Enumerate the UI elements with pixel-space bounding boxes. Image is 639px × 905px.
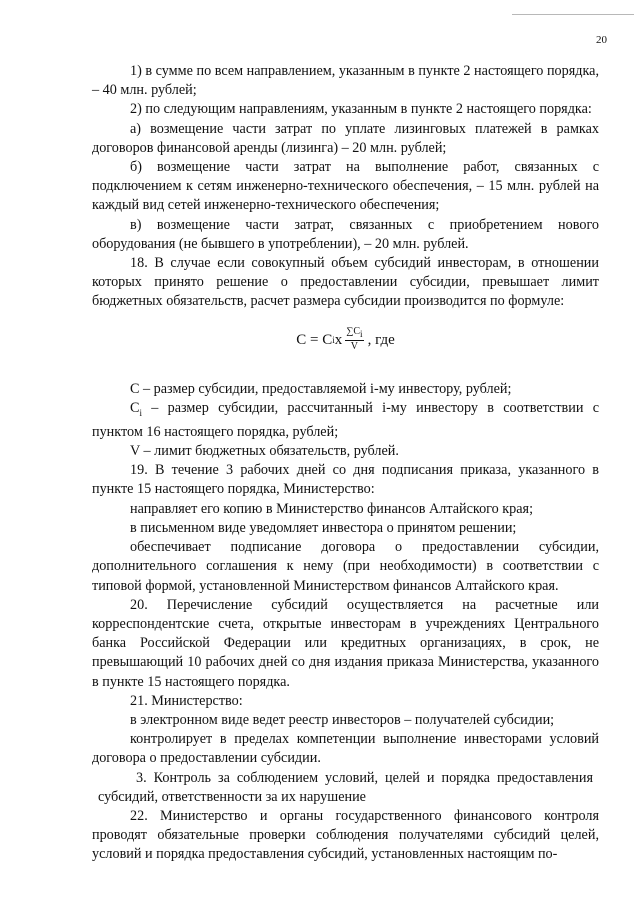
paragraph: в письменном виде уведомляет инвестора о принятом решении; bbox=[130, 519, 517, 536]
paragraph: контролирует в пределах компетенции выполнение инвесторами условий договора о предоставлении субсидии. bbox=[92, 731, 599, 767]
paragraph: в) возмещение части затрат, связанных с приобретением нового оборудования (не бывшего в употреблении), – 20 млн. рублей. bbox=[92, 216, 599, 252]
formula-times: x bbox=[334, 332, 343, 349]
formula-denominator: V bbox=[350, 341, 359, 353]
paragraph: 22. Министерство и органы государственного финансового контроля проводят обязательные проверки соблюдения получателями субсидий целей, условий и порядка предоставления субсидий, установленных настоящим по- bbox=[92, 807, 599, 863]
paragraph: б) возмещение части затрат на выполнение работ, связанных с подключением к сетям инженерно-технического обеспечения, – 15 млн. рублей на каждый вид сетей инженерно-технического обеспечения; bbox=[92, 159, 599, 214]
paragraph: а) возмещение части затрат по уплате лизинговых платежей в рамках договоров финансовой аренды (лизинга) – 20 млн. рублей; bbox=[92, 120, 599, 156]
formula-sum-c: ∑C bbox=[346, 326, 361, 338]
formula-sub-i: i bbox=[332, 335, 335, 346]
formula-lhs: C = C bbox=[296, 332, 333, 349]
formula-tail: , где bbox=[367, 332, 395, 349]
paragraph: 20. Перечисление субсидий осуществляется на расчетные или корреспондентские счета, открытые инвесторам в учреждениях Центрального банка Российской Федерации или кредитных организациях, в срок, не превышающий 10 рабочих дней со дня издания приказа Министерства, указанного в пункте 15 настоящего порядка. bbox=[92, 596, 599, 690]
page-number: 20 bbox=[596, 34, 607, 46]
formula-fraction bbox=[345, 326, 363, 353]
paragraphs-bottom bbox=[92, 807, 599, 865]
paragraphs-top bbox=[92, 62, 599, 312]
top-rule bbox=[512, 14, 634, 15]
paragraph: C – размер субсидии, предоставляемой i-му инвестору, рублей; bbox=[130, 380, 512, 397]
paragraph: в электронном виде ведет реестр инвесторов – получателей субсидии; bbox=[130, 711, 555, 728]
document-body bbox=[92, 62, 599, 865]
paragraph: направляет его копию в Министерство финансов Алтайского края; bbox=[130, 500, 534, 517]
paragraph: $C_i$ – размер субсидии, рассчитанный i-му инвестору в соответствии с пунктом 16 настоящего порядка, рублей; bbox=[92, 399, 599, 440]
paragraph: 2) по следующим направлениям, указанным в пункте 2 настоящего порядка: bbox=[130, 101, 592, 118]
paragraph: 19. В течение 3 рабочих дней со дня подписания приказа, указанного в пункте 15 настоящего порядка, Министерство: bbox=[92, 462, 599, 498]
paragraph: 21. Министерство: bbox=[130, 692, 243, 709]
paragraph: 18. В случае если совокупный объем субсидий инвесторам, в отношении которых принято решение о предоставлении субсидии, превышает лимит бюджетных обязательств, расчет размера субсидии производится по формуле: bbox=[92, 255, 599, 310]
formula-num-sub: i bbox=[360, 329, 363, 340]
paragraphs-middle bbox=[92, 380, 599, 769]
paragraph: V – лимит бюджетных обязательств, рублей. bbox=[130, 443, 399, 460]
formula-numerator bbox=[345, 326, 363, 341]
paragraph: 1) в сумме по всем направлением, указанным в пункте 2 настоящего порядка, – 40 млн. рублей; bbox=[92, 63, 599, 99]
section-heading: 3. Контроль за соблюдением условий, целей и порядка предоставления субсидий, ответственности за их нарушение bbox=[98, 769, 593, 805]
paragraph: обеспечивает подписание договора о предоставлении субсидии, дополнительного соглашения к нему (при необходимости) в соответствии с типовой формой, установленной Министерством финансов Алтайского края. bbox=[92, 539, 599, 594]
formula bbox=[92, 320, 599, 362]
